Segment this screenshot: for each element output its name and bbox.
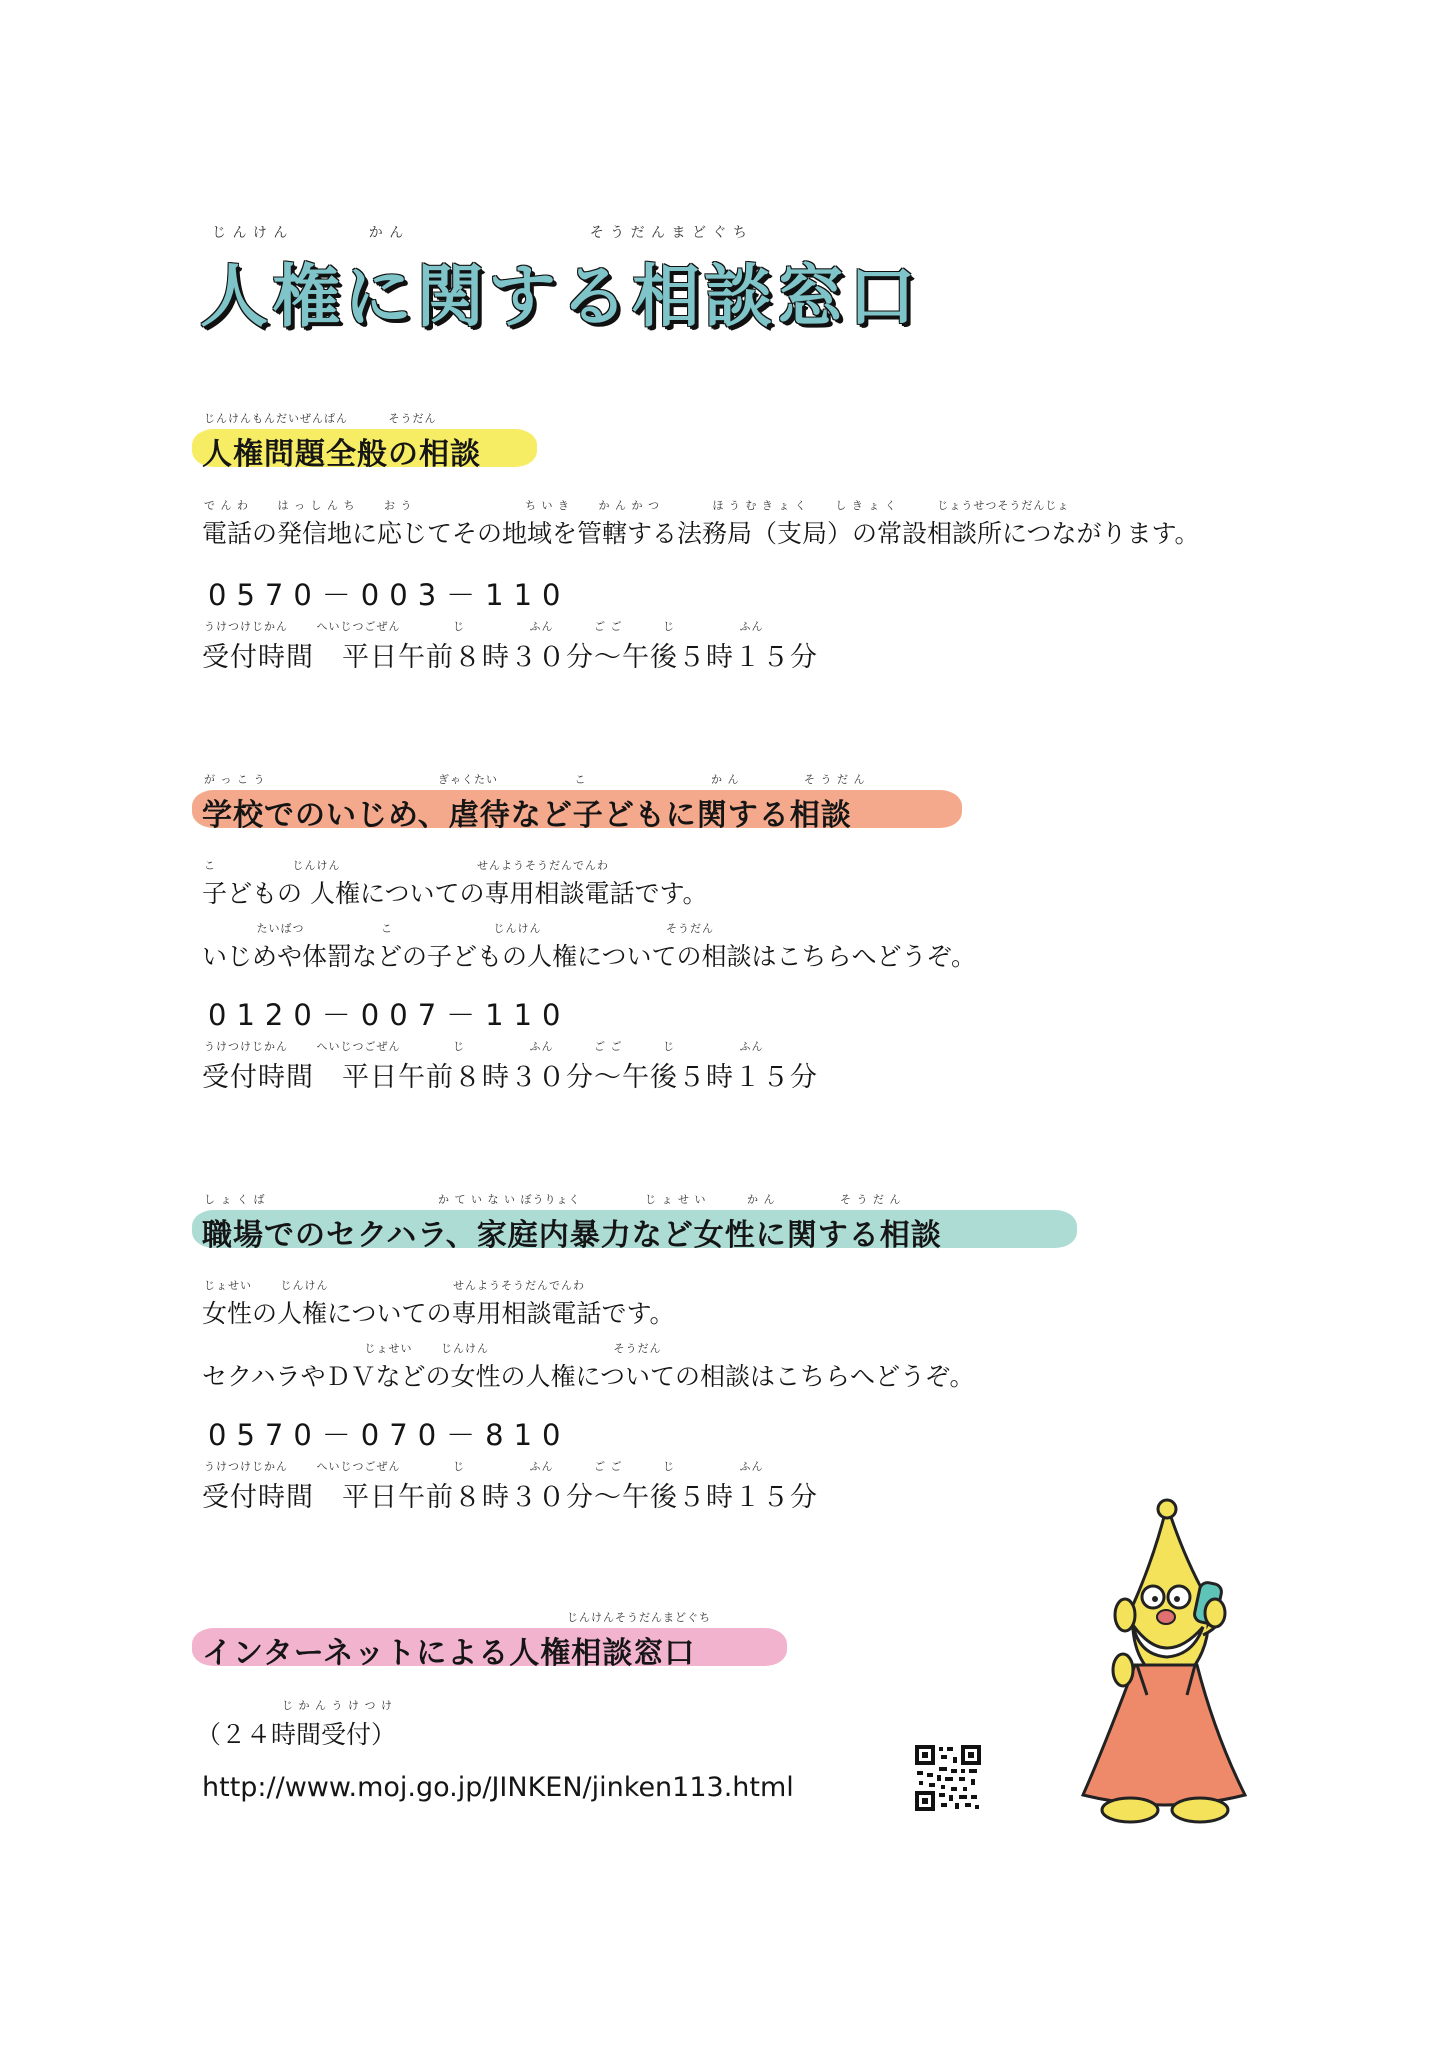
consultation-url-link[interactable]: http://www.moj.go.jp/JINKEN/jinken113.html	[202, 1772, 794, 1803]
section2-desc1-ruby: こ じんけん せんようそうだんでんわ	[204, 859, 609, 872]
section2-desc2-ruby: たいばつ こ じんけん そうだん	[204, 922, 714, 935]
section3-heading: 職場でのセクハラ、家庭内暴力など女性に関する相談	[202, 1218, 942, 1253]
section2-hours: 受付時間 平日午前８時３０分～午後５時１５分	[202, 1062, 818, 1093]
mascot-phone-character-icon	[1075, 1495, 1260, 1830]
section1-phone-number: 0570－003－110	[208, 578, 571, 612]
section1-description: 電話の発信地に応じてその地域を管轄する法務局（支局）の常設相談所につながります。	[202, 519, 1200, 548]
section3-phone-number: 0570－070－810	[208, 1418, 571, 1452]
section4-note: （２４時間受付）	[196, 1720, 397, 1749]
section3-desc2-ruby: じょせい じんけん そうだん	[204, 1342, 662, 1355]
section2-hours-ruby: うけつけじかん へいじつごぜん じ ふん ご ご じ ふん	[204, 1040, 764, 1053]
section3-hours: 受付時間 平日午前８時３０分～午後５時１５分	[202, 1482, 818, 1513]
page-title: 人権に関する相談窓口	[200, 258, 921, 337]
qr-code-icon[interactable]	[915, 1745, 981, 1811]
section1-hours-ruby: うけつけじかん へいじつごぜん じ ふん ご ご じ ふん	[204, 620, 764, 633]
section4-heading-ruby: じんけんそうだんまどぐち	[567, 1611, 711, 1624]
section2-heading: 学校でのいじめ、虐待など子どもに関する相談	[202, 798, 852, 833]
section1-desc-ruby: で ん わ は っ し ん ち お う ち い き か ん か つ ほ う む き ょ く し き ょ く じょうせつそうだんじょ	[204, 499, 1070, 512]
section3-description-1: 女性の人権についての専用相談電話です。	[202, 1299, 675, 1328]
section1-hours: 受付時間 平日午前８時３０分～午後５時１５分	[202, 642, 818, 673]
section3-hours-ruby: うけつけじかん へいじつごぜん じ ふん ご ご じ ふん	[204, 1460, 764, 1473]
section1-heading: 人権問題全般の相談	[202, 437, 481, 472]
section2-description-2: いじめや体罰などの子どもの人権についての相談はこちらへどうぞ。	[202, 942, 977, 971]
section3-desc1-ruby: じょせい じんけん せんようそうだんでんわ	[204, 1279, 585, 1292]
section2-phone-number: 0120－007－110	[208, 998, 571, 1032]
section1-heading-ruby: じんけんもんだいぜんぱん そうだん	[204, 412, 437, 425]
section2-heading-ruby: が っ こ う ぎゃくたい こ か ん そ う だ ん	[204, 773, 866, 786]
section4-heading: インターネットによる人権相談窓口	[202, 1636, 696, 1671]
section2-description-1: 子どもの 人権についての専用相談電話です。	[202, 879, 708, 908]
title-ruby: じ ん け ん か ん そ う だ ん ま ど ぐ ち	[212, 225, 748, 241]
section3-heading-ruby: し ょ く ば か て い な い ぼうりょく じ ょ せ い か ん そ う だ ん	[204, 1193, 902, 1206]
section3-description-2: セクハラやＤＶなどの女性の人権についての相談はこちらへどうぞ。	[202, 1362, 975, 1391]
section4-note-ruby: じ か ん う け つ け	[282, 1699, 393, 1712]
